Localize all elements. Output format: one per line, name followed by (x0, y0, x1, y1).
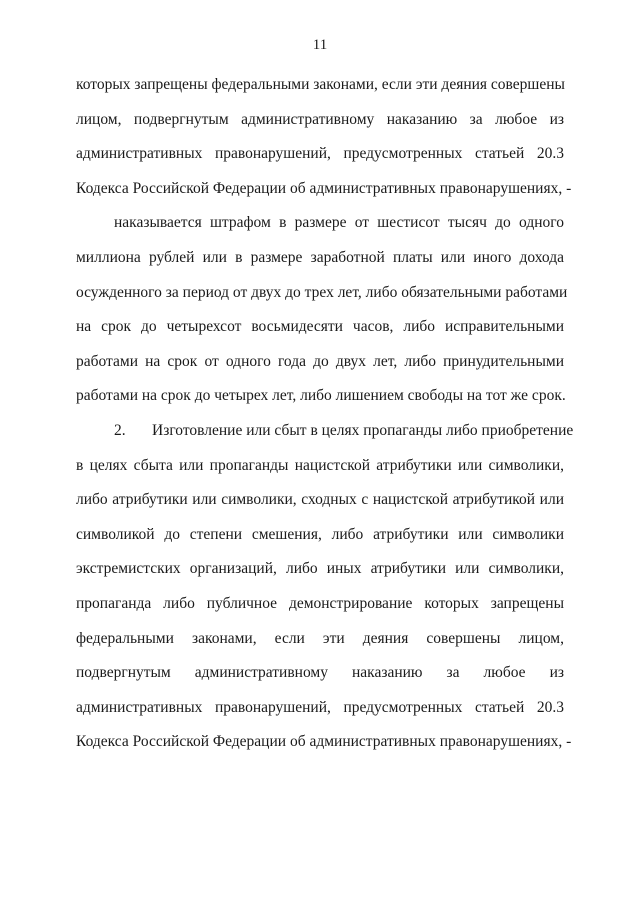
text-line: административных правонарушений, предусмотренных статьей 20.3 (76, 698, 564, 716)
page-number: 11 (312, 37, 328, 53)
paragraph-penalty (76, 206, 568, 414)
text-line: Кодекса Российской Федерации об административных правонарушениях, - (76, 733, 572, 751)
text-line: экстремистских организаций, либо иных атрибутики или символики, (76, 560, 564, 578)
item-first-line-text: Изготовление или сбыт в целях пропаганды либо приобретение (152, 421, 574, 439)
text-line: работами на срок от одного года до двух лет, либо принудительными (76, 352, 564, 370)
paragraph-continuation (76, 68, 572, 206)
text-line: федеральными законами, если эти деяния совершены лицом, (76, 629, 564, 647)
text-line: осужденного за период от двух до трех лет, либо обязательными работами (76, 283, 568, 301)
text-line: административных правонарушений, предусмотренных статьей 20.3 (76, 145, 564, 163)
text-line: Кодекса Российской Федерации об административных правонарушениях, - (76, 179, 572, 197)
paragraph-item-2 (76, 414, 574, 760)
text-line: миллиона рублей или в размере заработной платы или иного дохода (76, 248, 564, 266)
text-line: которых запрещены федеральными законами, если эти деяния совершены (76, 76, 565, 93)
text-line: работами на срок до четырех лет, либо лишением свободы на тот же срок. (76, 387, 566, 405)
text-line: в целях сбыта или пропаганды нацистской атрибутики или символики, (76, 456, 564, 474)
text-line: лицом, подвергнутым административному наказанию за любое из (76, 110, 564, 128)
document-body (76, 68, 574, 760)
text-line-first (76, 414, 574, 449)
item-number: 2. (114, 421, 126, 439)
text-line: подвергнутым административному наказанию за любое из (76, 664, 564, 682)
text-line: либо атрибутики или символики, сходных с нацистской атрибутикой или (76, 491, 564, 509)
text-line: пропаганда либо публичное демонстрирование которых запрещены (76, 594, 564, 612)
text-line: наказывается штрафом в размере от шестисот тысяч до одного (114, 214, 564, 232)
text-line: символикой до степени смешения, либо атрибутики или символики (76, 525, 564, 543)
text-line: на срок до четырехсот восьмидесяти часов, либо исправительными (76, 318, 564, 336)
